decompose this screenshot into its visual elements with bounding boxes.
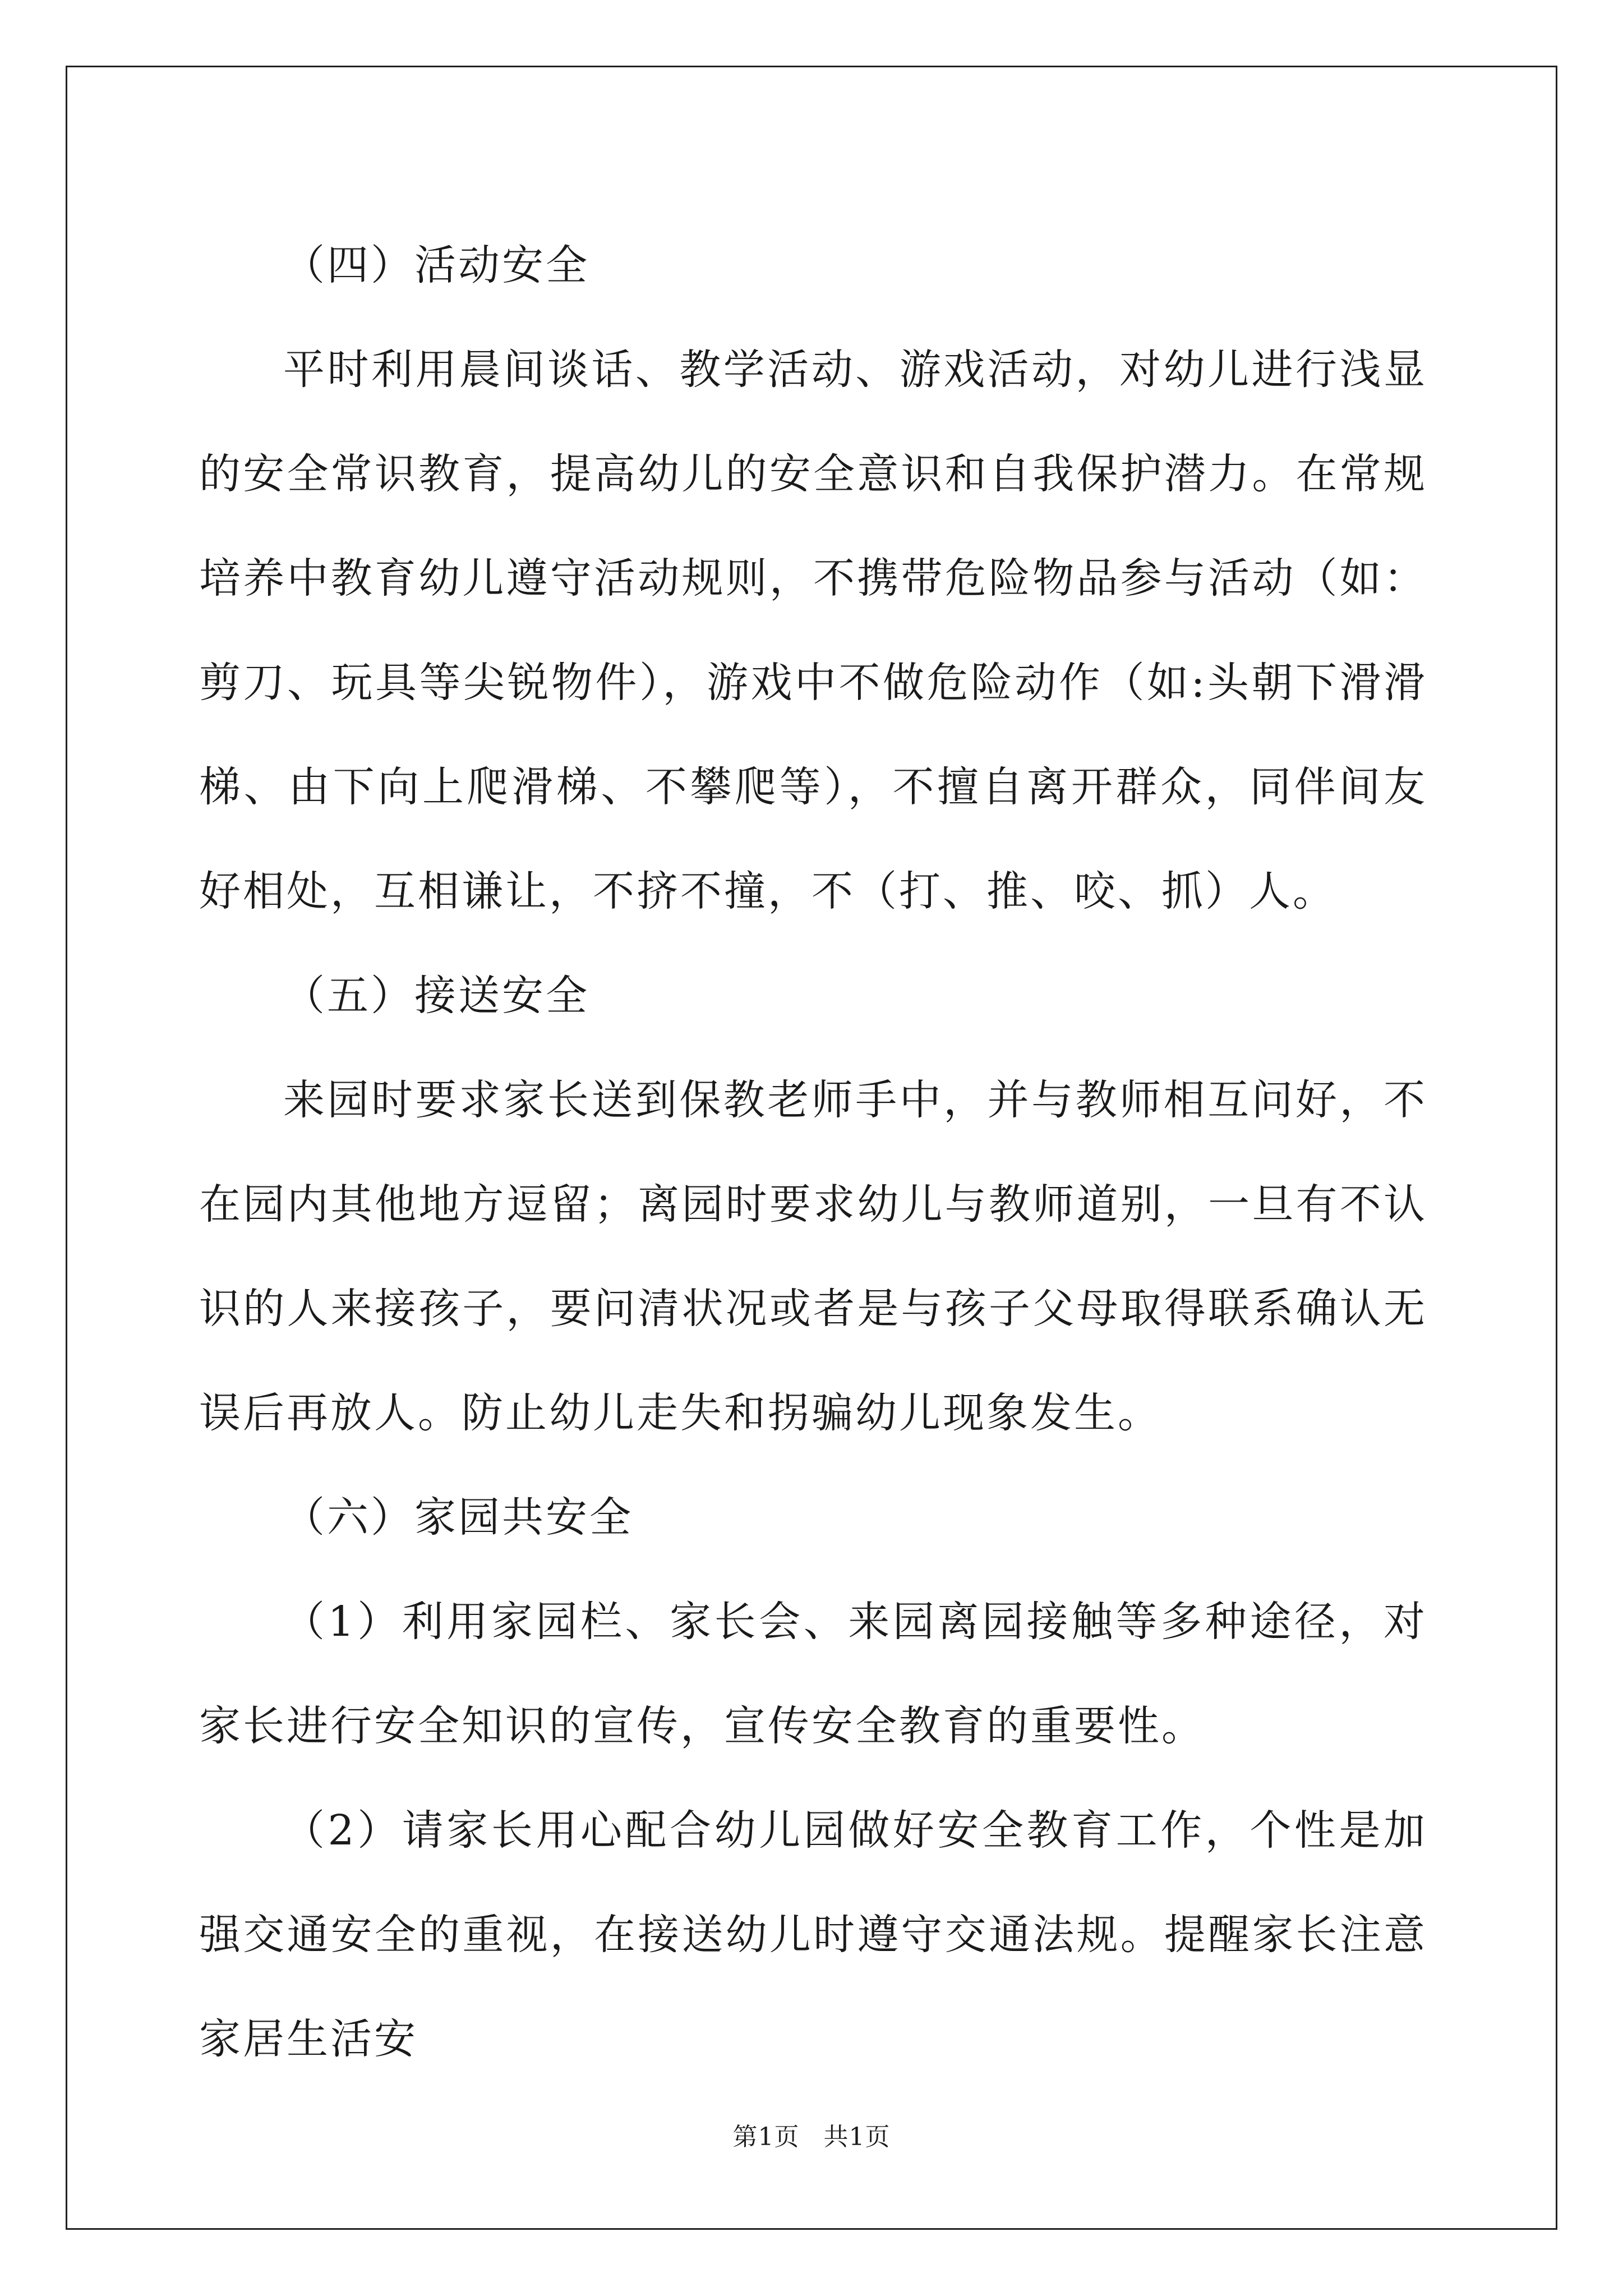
page-number-current: 第1页 <box>732 2123 800 2151</box>
section-heading-pickup-safety: （五）接送安全 <box>283 972 589 1020</box>
page-number-total: 共1页 <box>823 2123 891 2151</box>
paragraph-pickup-safety: 来园时要求家长送到保教老师手中，并与教师相互问好，不在园内其他地方逗留；离园时要求幼儿与教师道别，一旦有不认识的人来接孩子，要问清状况或者是与孩子父母取得联系确认无误后再放人。防止幼儿走失和拐骗幼儿现象发生。 <box>199 1076 1427 1437</box>
page-footer <box>0 2120 1623 2154</box>
paragraph-activity-safety: 平时利用晨间谈话、教学活动、游戏活动，对幼儿进行浅显的安全常识教育，提高幼儿的安全意识和自我保护潜力。在常规培养中教育幼儿遵守活动规则，不携带危险物品参与活动（如：剪刀、玩具等尖锐物件），游戏中不做危险动作（如:头朝下滑滑梯、由下向上爬滑梯、不攀爬等），不擅自离开群众，同伴间友好相处，互相谦让，不挤不撞，不（打、推、咬、抓）人。 <box>199 346 1427 915</box>
paragraph-home-school-item-1: （1）利用家园栏、家长会、来园离园接触等多种途径，对家长进行安全知识的宣传，宣传安全教育的重要性。 <box>199 1598 1427 1750</box>
document-body <box>199 213 1427 2091</box>
section-heading-home-school-safety: （六）家园共安全 <box>283 1493 633 1542</box>
section-heading-activity-safety: （四）活动安全 <box>283 241 589 289</box>
paragraph-home-school-item-2: （2）请家长用心配合幼儿园做好安全教育工作，个性是加强交通安全的重视，在接送幼儿时遵守交通法规。提醒家长注意家居生活安 <box>199 1806 1427 2063</box>
